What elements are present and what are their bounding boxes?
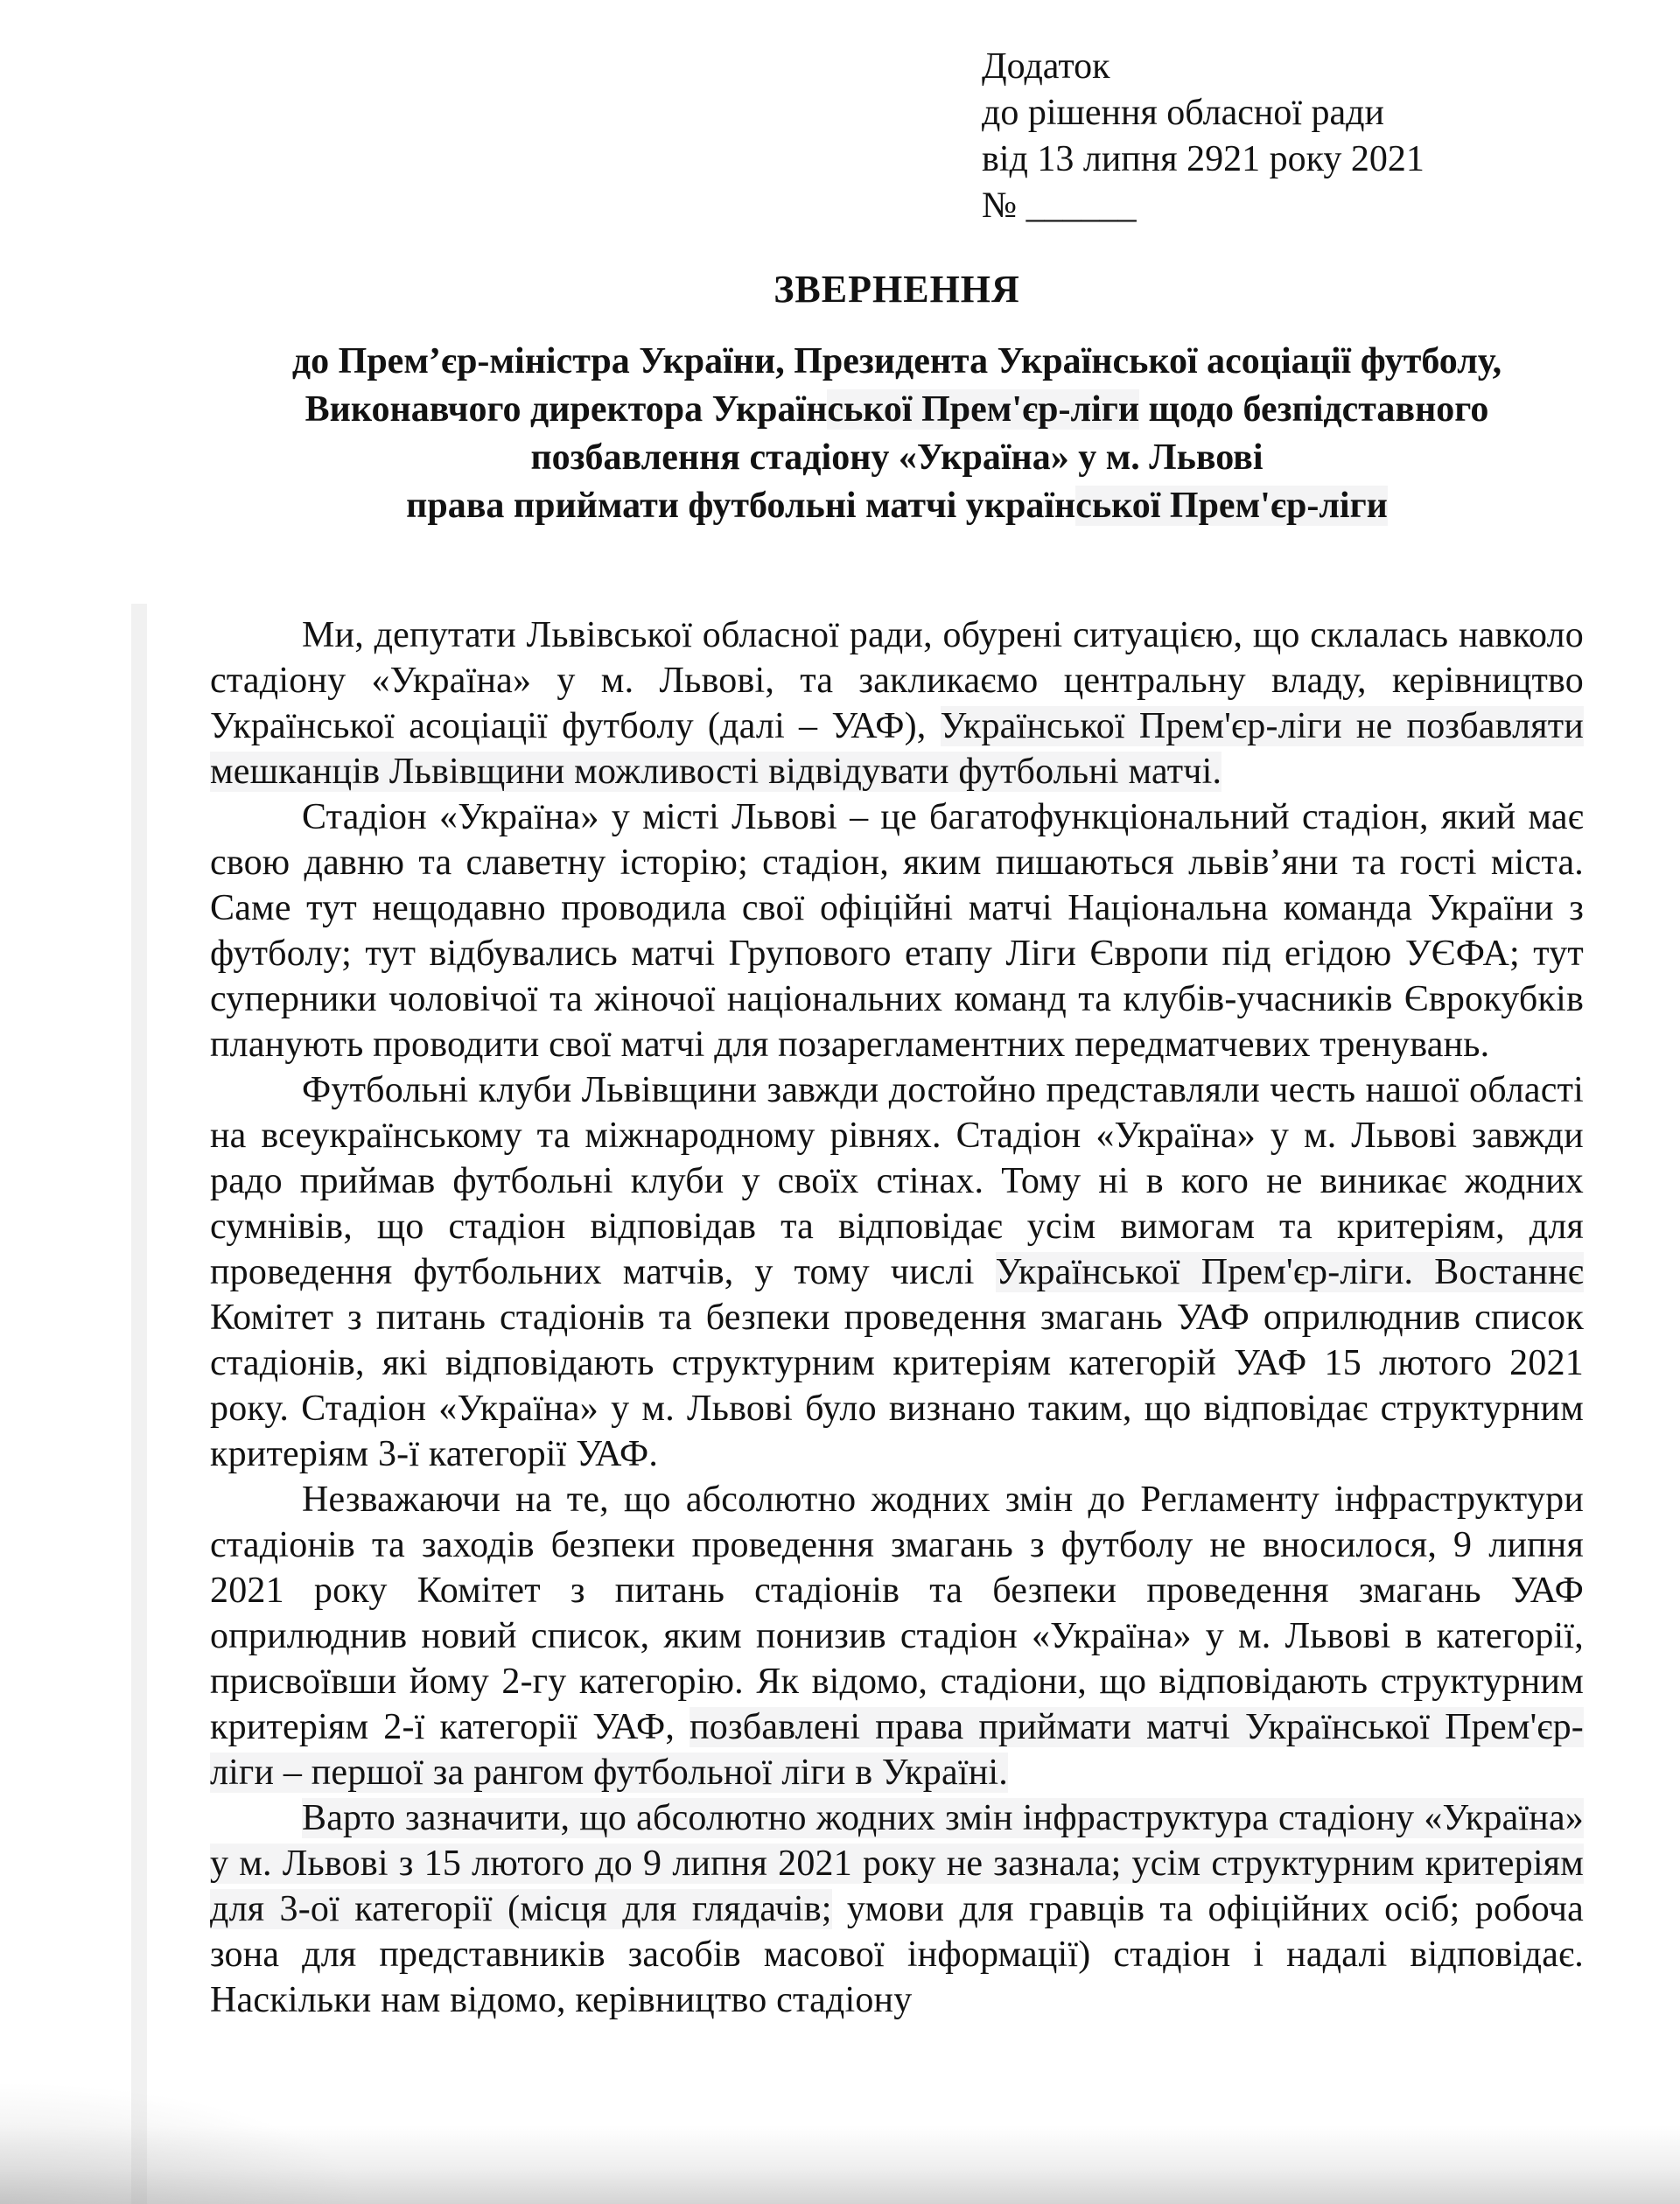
text-segment: права приймати футбольні матчі україн	[406, 486, 1076, 526]
body-paragraph	[210, 1795, 1584, 2023]
document-header	[982, 44, 1424, 229]
highlighted-text: Української Прем'єр-ліги. Востаннє	[995, 1252, 1584, 1292]
text-segment: Незважаючи на те, що абсолютно жодних змін до Регламенту інфраструктури стадіонів та заходів безпеки проведення змагань з футболу не вносилося, 9 липня 2021 року Комітет з питань стадіонів та безпеки проведення змагань УАФ оприлюднив новий список, яким понизив стадіон «Україна» у м. Львові в категорії, присвоївши йому 2-гу категорію. Як відомо, стадіони, що відповідають структурним критеріям 2-ї категорії УАФ,	[210, 1480, 1584, 1747]
body-paragraph	[210, 794, 1584, 1067]
text-segment: Ми, депутати Львівської обласної ради, обурені ситуацією, що склалась навколо стадіону «Україна» у м. Львові, та закликаємо центральну владу, керівництво Української асоціації футболу (далі – УАФ),	[210, 615, 1584, 746]
text-segment: позбавлення стадіону «Україна» у м. Львові	[530, 437, 1264, 478]
text-segment: умови для гравців та офіційних осіб; робоча зона для представників засобів масової інформації) стадіон і надалі відповідає. Наскільки нам відомо, керівництво стадіону	[210, 1889, 1584, 2020]
text-segment: щодо безпідставного	[1139, 389, 1489, 430]
text-segment: до Прем’єр-міністра України, Президента Української асоціації футболу,	[291, 341, 1502, 381]
body-paragraph	[210, 1067, 1584, 1477]
body-paragraph	[210, 612, 1584, 794]
document-title	[210, 265, 1584, 530]
text-segment: Стадіон «Україна» у місті Львові – це багатофункціональний стадіон, який має свою давню та славетну історію; стадіон, яким пишаються львів’яни та гості міста. Саме тут нещодавно проводила свої офіційні матчі Національна команда України з футболу; тут відбувались матчі Групового етапу Ліги Європи під егідою УЄФА; тут суперники чоловічої та жіночої національних команд та клубів-учасників Єврокубків планують проводити свої матчі для позарегламентних передматчевих тренувань.	[210, 797, 1584, 1065]
text-segment: Виконавчого директора Україн	[304, 389, 828, 430]
scan-bottom-shadow	[0, 2125, 1680, 2204]
scan-bottom-left-shadow	[0, 2082, 368, 2204]
title-line	[210, 434, 1584, 482]
highlighted-text: ської Прем'єр-ліги	[1075, 486, 1388, 526]
title-line	[210, 482, 1584, 530]
highlighted-text: Української Прем'єр-ліги не позбавляти мешканців Львівщини можливості відвідувати футбольні матчі.	[210, 706, 1584, 792]
text-segment: Додаток	[982, 46, 1110, 87]
header-line	[982, 136, 1424, 183]
body-paragraph	[210, 1477, 1584, 1795]
header-line	[982, 183, 1424, 229]
header-line	[982, 90, 1424, 136]
text-segment: Комітет з питань стадіонів та безпеки проведення змагань УАФ оприлюднив список стадіонів, які відповідають структурним критеріям категорій УАФ 15 лютого 2021 року. Стадіон «Україна» у м. Львові було визнано таким, що відповідає структурним критеріям 3-ї категорії УАФ.	[210, 1298, 1584, 1474]
text-segment: до рішення обласної ради	[982, 93, 1384, 133]
text-segment: від 13 липня 2921 року 2021	[982, 139, 1424, 179]
document-body	[210, 612, 1584, 2023]
title-line	[210, 386, 1584, 434]
title-heading: ЗВЕРНЕННЯ	[774, 268, 1020, 311]
highlighted-text: ської Прем'єр-ліги	[827, 389, 1140, 430]
header-line	[982, 44, 1424, 90]
highlighted-text: позбавлені права приймати матчі Української Прем'єр-ліги – першої за рангом футбольної ліги в Україні.	[210, 1707, 1584, 1793]
title-lines	[210, 338, 1584, 530]
title-line	[210, 338, 1584, 386]
text-segment: № ______	[982, 185, 1137, 226]
scan-artifact-strip	[131, 604, 147, 2204]
highlighted-text: Варто зазначити, що абсолютно жодних змін інфраструктура стадіону «Україна» у м. Львові з 15 лютого до 9 липня 2021 року не зазнала; усім структурним критеріям для 3-ої категорії (місця для глядачів;	[210, 1798, 1584, 1929]
text-segment: Футбольні клуби Львівщини завжди достойно представляли честь нашої області на всеукраїнському та міжнародному рівнях. Стадіон «Україна» у м. Львові завжди радо приймав футбольні клуби у своїх стінах. Тому ні в кого не виникає жодних сумнівів, що стадіон відповідав та відповідає усім вимогам та критеріям, для проведення футбольних матчів, у тому числі	[210, 1070, 1584, 1292]
